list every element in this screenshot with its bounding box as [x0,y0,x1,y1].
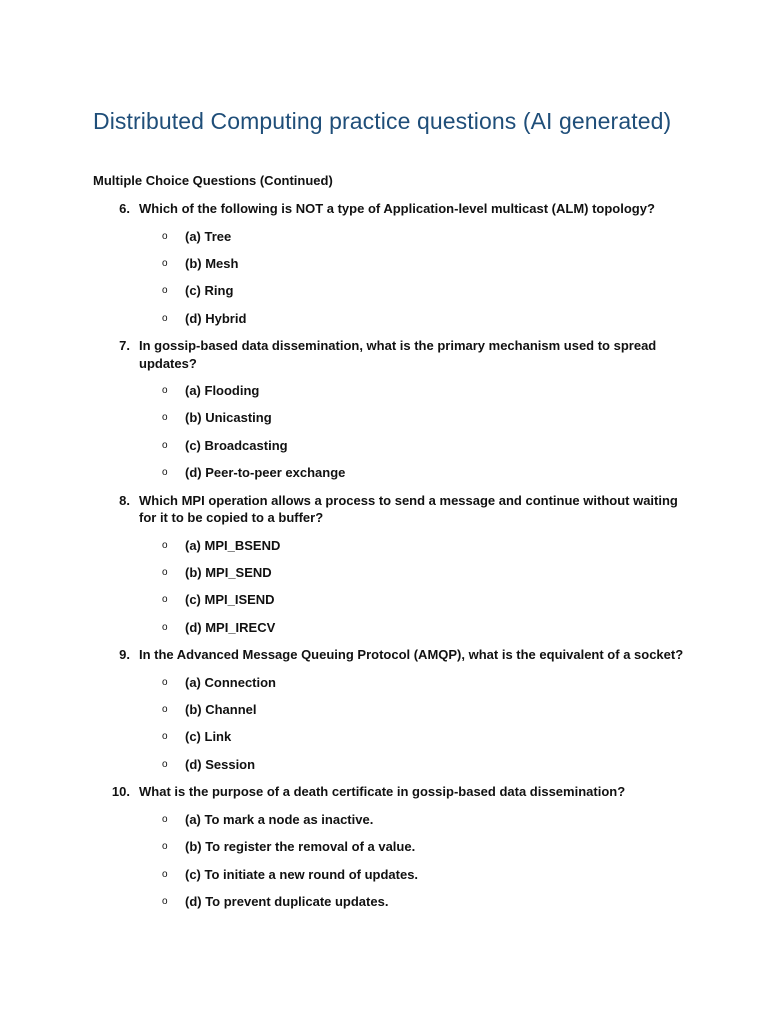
option-text: (c) Broadcasting [185,437,288,453]
option-text: (b) To register the removal of a value. [185,839,416,855]
question-text: What is the purpose of a death certificate in gossip-based data dissemination? [139,784,626,800]
hollow-circle-bullet-icon: o [162,285,168,297]
answer-option [0,409,768,436]
hollow-circle-bullet-icon: o [162,257,168,269]
hollow-circle-bullet-icon: o [162,412,168,424]
option-text: (c) Ring [185,283,234,299]
option-text: (d) Hybrid [185,310,247,326]
hollow-circle-bullet-icon: o [162,758,168,770]
question-text: Which MPI operation allows a process to send a message and continue without waiting for it to be copied to a buffer? [139,492,678,526]
option-text: (b) Channel [185,702,257,718]
question-text: Which of the following is NOT a type of Application-level multicast (ALM) topology? [139,201,655,216]
question-row [0,783,768,801]
option-text: (d) MPI_IRECV [185,619,276,635]
hollow-circle-bullet-icon: o [162,567,168,579]
answer-option [0,728,768,755]
question-item [0,337,768,492]
answer-option [0,811,768,838]
answer-option [0,464,768,491]
answer-option [0,619,768,646]
hollow-circle-bullet-icon: o [162,731,168,743]
question-number: 10. [111,784,130,800]
answer-option [0,282,768,309]
hollow-circle-bullet-icon: o [162,704,168,716]
answer-option [0,866,768,893]
option-text: (a) To mark a node as inactive. [185,811,374,827]
option-text: (c) To initiate a new round of updates. [185,866,419,882]
answer-option [0,838,768,865]
answer-option [0,382,768,409]
question-row [0,337,768,372]
answer-option [0,255,768,282]
answer-option [0,228,768,255]
question-text: In the Advanced Message Queuing Protocol (AMQP), what is the equivalent of a socket? [139,647,684,663]
question-number: 7. [119,338,130,354]
option-text: (a) MPI_BSEND [185,537,281,553]
answer-option [0,310,768,337]
hollow-circle-bullet-icon: o [162,841,168,853]
question-item [0,783,768,920]
question-item [0,492,768,647]
section-heading: Multiple Choice Questions (Continued) [93,173,333,188]
answer-option [0,537,768,564]
question-row [0,646,768,664]
question-number: 8. [119,492,130,508]
option-list [0,674,768,784]
option-text: (c) MPI_ISEND [185,592,275,608]
question-item [0,646,768,783]
option-text: (d) Peer-to-peer exchange [185,465,346,481]
answer-option [0,437,768,464]
option-list [0,537,768,647]
document-title: Distributed Computing practice questions (AI generated) [93,108,672,134]
hollow-circle-bullet-icon: o [162,467,168,479]
hollow-circle-bullet-icon: o [162,385,168,397]
question-number: 6. [119,201,130,216]
option-list [0,228,768,338]
hollow-circle-bullet-icon: o [162,895,168,907]
option-list [0,382,768,492]
answer-option [0,756,768,783]
question-text: In gossip-based data dissemination, what is the primary mechanism used to spread updates? [139,338,657,371]
option-text: (b) Unicasting [185,410,272,426]
question-row [0,492,768,527]
question-number: 9. [119,647,130,663]
option-list [0,811,768,921]
hollow-circle-bullet-icon: o [162,813,168,825]
hollow-circle-bullet-icon: o [162,439,168,451]
option-text: (b) MPI_SEND [185,565,272,581]
option-text: (a) Connection [185,674,276,690]
hollow-circle-bullet-icon: o [162,230,168,242]
hollow-circle-bullet-icon: o [162,868,168,880]
hollow-circle-bullet-icon: o [162,621,168,633]
hollow-circle-bullet-icon: o [162,676,168,688]
option-text: (b) Mesh [185,255,239,271]
option-text: (c) Link [185,729,232,745]
hollow-circle-bullet-icon: o [162,539,168,551]
hollow-circle-bullet-icon: o [162,594,168,606]
option-text: (a) Flooding [185,383,260,399]
question-item [0,200,768,337]
answer-option [0,701,768,728]
question-list [0,200,768,920]
hollow-circle-bullet-icon: o [162,312,168,324]
answer-option [0,893,768,920]
option-text: (a) Tree [185,228,232,244]
option-text: (d) To prevent duplicate updates. [185,893,389,909]
answer-option [0,591,768,618]
answer-option [0,674,768,701]
answer-option [0,564,768,591]
question-row [0,200,768,218]
option-text: (d) Session [185,756,256,772]
